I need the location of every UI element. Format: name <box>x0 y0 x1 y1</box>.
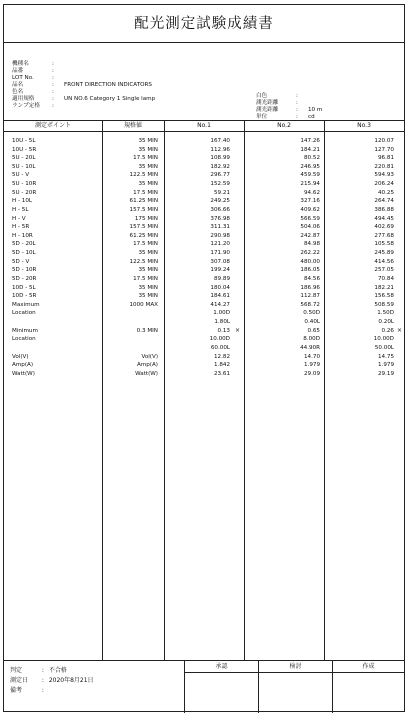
measure-point: 5D - 20R <box>12 275 37 282</box>
no3-value: 120.07 <box>374 138 394 144</box>
no1-value: 1.80L <box>214 319 230 326</box>
meta-colon: : <box>296 107 298 113</box>
meta-row <box>12 103 64 110</box>
no2-value: 504.06 <box>300 224 320 231</box>
meta-row <box>12 68 64 75</box>
approve-label: 承認 <box>185 661 258 673</box>
table-row <box>4 301 404 309</box>
measure-point: 5D - 10R <box>12 267 37 274</box>
measure-point: 10D - 5R <box>12 293 37 300</box>
no2-value: 186.96 <box>300 284 320 291</box>
no2-value: 568.72 <box>300 301 320 308</box>
standard-value: 35 MIN <box>138 163 158 170</box>
measure-point: Location <box>12 336 36 343</box>
standard-value: 17.5 MIN <box>133 189 158 196</box>
standard-value: 35 MIN <box>138 267 158 274</box>
table-row <box>4 292 404 300</box>
meta-row <box>12 96 155 103</box>
no2-value: 262.22 <box>300 250 320 257</box>
no1-value: 171.90 <box>210 250 230 257</box>
meta-colon: : <box>52 96 54 102</box>
table-header <box>4 120 404 132</box>
no3-value: 257.05 <box>374 267 394 274</box>
table-row <box>4 206 404 214</box>
table-row <box>4 171 404 179</box>
no2-value: 480.00 <box>300 258 320 265</box>
no1-value: 112.96 <box>210 146 230 153</box>
no1-value: 311.31 <box>210 224 230 231</box>
standard-value: 35 MIN <box>138 250 158 257</box>
no3-value: 220.81 <box>374 163 394 170</box>
no1-value: 1.00D <box>213 310 230 317</box>
date-value: 2020年8月21日 <box>48 677 94 684</box>
no3-value: 277.68 <box>374 232 394 239</box>
no3-value: 96.81 <box>377 155 394 162</box>
no3-value: 494.45 <box>374 215 394 222</box>
table-row <box>4 223 404 231</box>
no1-value: 0.13 <box>217 327 230 334</box>
no3-value: 508.59 <box>374 301 394 308</box>
fail-mark: × <box>397 326 403 334</box>
standard-value: 61.25 MIN <box>129 232 158 239</box>
meta-key: 測光距離 <box>256 100 279 106</box>
measure-point: 5U - 10R <box>12 181 37 188</box>
no3-value: 1.50D <box>377 310 394 317</box>
colon: : <box>41 687 44 694</box>
no2-value: 84.56 <box>303 275 320 282</box>
meta-colon: : <box>52 75 54 81</box>
report-title: 配光測定試験成績書 <box>4 5 404 43</box>
no2-value: 327.16 <box>300 198 320 205</box>
no3-value: 245.89 <box>374 250 394 257</box>
measure-point: Minimum <box>12 327 38 334</box>
no2-value: 0.40L <box>304 319 320 326</box>
standard-value: 0.3 MIN <box>136 327 158 334</box>
table-row <box>4 353 404 361</box>
standard-value: 35 MIN <box>138 181 158 188</box>
no2-value: 112.87 <box>300 293 320 300</box>
standard-value: 122.5 MIN <box>129 172 158 179</box>
meta-key: 品番 <box>12 68 24 74</box>
table-row <box>4 370 404 378</box>
no2-value: 566.59 <box>300 215 320 222</box>
meta-row <box>12 89 64 96</box>
meta-row <box>12 82 152 89</box>
header-no2: No.2 <box>277 122 291 129</box>
standard-value: 175 MIN <box>134 215 158 222</box>
check-box <box>258 661 332 713</box>
no3-value: 50.00L <box>374 344 394 351</box>
table-row <box>4 240 404 248</box>
no2-value: 0.65 <box>307 327 320 334</box>
table-row <box>4 189 404 197</box>
no3-value: 264.74 <box>374 198 394 205</box>
no2-value: 80.52 <box>303 155 320 162</box>
header-standard: 規格値 <box>123 122 142 129</box>
no1-value: 108.99 <box>210 155 230 162</box>
meta-row <box>256 107 322 114</box>
colon: : <box>41 677 44 684</box>
meta-key: 測光距離 <box>256 107 279 113</box>
table-row <box>4 137 404 145</box>
table-row <box>4 180 404 188</box>
meta-key: ランプ定格 <box>12 103 40 109</box>
no1-value: 12.82 <box>213 353 230 360</box>
test-report-sheet <box>3 4 405 712</box>
no2-value: 242.87 <box>300 232 320 239</box>
meta-value: cd <box>308 114 315 120</box>
no2-value: 147.26 <box>300 138 320 144</box>
standard-value: 17.5 MIN <box>133 241 158 248</box>
meta-colon: : <box>296 100 298 106</box>
table-row <box>4 215 404 223</box>
no2-value: 186.05 <box>300 267 320 274</box>
measure-point: 5D - V <box>12 258 30 265</box>
no1-value: 23.61 <box>213 370 230 377</box>
no2-value: 215.94 <box>300 181 320 188</box>
measure-point: 10D - 5L <box>12 284 36 291</box>
no1-value: 182.92 <box>210 163 230 170</box>
meta-row <box>256 93 308 100</box>
measure-point: H - 5R <box>12 224 30 231</box>
no2-value: 409.62 <box>300 206 320 213</box>
table-row <box>4 361 404 369</box>
no1-value: 184.61 <box>210 293 230 300</box>
measure-point: Watt(W) <box>12 370 35 377</box>
meta-colon: : <box>296 114 298 120</box>
standard-value: 17.5 MIN <box>133 275 158 282</box>
no3-value: 182.21 <box>374 284 394 291</box>
meta-key: 適用規格 <box>12 96 35 102</box>
approve-box <box>184 661 258 713</box>
no3-value: 14.75 <box>377 353 394 360</box>
no3-value: 0.26 <box>381 327 394 334</box>
note-row <box>10 687 44 695</box>
no3-value: 127.70 <box>374 146 394 153</box>
meta-colon: : <box>52 89 54 95</box>
footer-block <box>4 660 404 713</box>
meta-value: 10 m <box>308 107 323 113</box>
no3-value: 156.58 <box>374 293 394 300</box>
date-label: 測定日 <box>10 677 29 684</box>
judgement-label: 判定 <box>10 667 23 674</box>
meta-colon: : <box>52 82 54 88</box>
measure-point: H - 10R <box>12 232 33 239</box>
fail-mark: × <box>235 326 241 334</box>
meta-key: 品名 <box>12 82 24 88</box>
no2-value: 8.00D <box>303 336 320 343</box>
table-row <box>4 344 404 352</box>
no3-value: 0.20L <box>378 319 394 326</box>
measure-point: 5D - 10L <box>12 250 36 257</box>
meta-value: UN NO.6 Category 1 Single lamp <box>64 96 156 102</box>
no2-value: 14.70 <box>303 353 320 360</box>
measure-point: H - V <box>12 215 26 222</box>
no2-value: 459.59 <box>300 172 320 179</box>
table-row <box>4 284 404 292</box>
meta-row <box>12 61 64 68</box>
create-box <box>332 661 404 713</box>
create-label: 作成 <box>333 661 404 673</box>
standard-value: Watt(W) <box>135 370 158 377</box>
measure-point: 10U - 5R <box>12 146 37 153</box>
header-no3: No.3 <box>357 122 371 129</box>
meta-key: 色名 <box>12 89 24 95</box>
table-row <box>4 232 404 240</box>
meta-key: 機種名 <box>12 61 29 67</box>
no3-value: 105.58 <box>374 241 394 248</box>
standard-value: 157.5 MIN <box>129 206 158 213</box>
no2-value: 84.98 <box>303 241 320 248</box>
meta-colon: : <box>52 68 54 74</box>
measure-point: 5U - V <box>12 172 30 179</box>
measure-point: H - 5L <box>12 206 29 213</box>
header-measure-point: 測定ポイント <box>34 122 71 129</box>
measure-point: 5D - 20L <box>12 241 36 248</box>
no3-value: 386.88 <box>374 206 394 213</box>
table-row <box>4 275 404 283</box>
meta-row <box>256 100 308 107</box>
standard-value: 17.5 MIN <box>133 155 158 162</box>
no1-value: 249.25 <box>210 198 230 205</box>
no2-value: 0.50D <box>303 310 320 317</box>
no1-value: 199.24 <box>210 267 230 274</box>
table-row <box>4 266 404 274</box>
meta-colon: : <box>52 103 54 109</box>
measure-point: H - 10L <box>12 198 33 205</box>
measure-point: Maximum <box>12 301 40 308</box>
judgement-row <box>10 667 67 675</box>
standard-value: 35 MIN <box>138 293 158 300</box>
date-row <box>10 677 94 685</box>
meta-value: FRONT DIRECTION INDICATORS <box>64 82 152 88</box>
no3-value: 40.25 <box>377 189 394 196</box>
table-row <box>4 309 404 317</box>
no3-value: 206.24 <box>374 181 394 188</box>
colon: : <box>41 667 44 674</box>
meta-key: 単位 <box>256 114 268 120</box>
no1-value: 296.77 <box>210 172 230 179</box>
note-label: 備考 <box>10 687 23 694</box>
no1-value: 167.40 <box>210 138 230 144</box>
table-row <box>4 258 404 266</box>
meta-key: 白色 <box>256 93 268 99</box>
no2-value: 246.95 <box>300 163 320 170</box>
no1-value: 60.00L <box>210 344 230 351</box>
meta-colon: : <box>296 93 298 99</box>
measure-point: 10U - 5L <box>12 138 36 144</box>
standard-value: 122.5 MIN <box>129 258 158 265</box>
standard-value: 35 MIN <box>138 284 158 291</box>
no3-value: 1.979 <box>377 362 394 369</box>
standard-value: 35 MIN <box>138 146 158 153</box>
no1-value: 307.08 <box>210 258 230 265</box>
header-no1: No.1 <box>197 122 211 129</box>
no1-value: 152.59 <box>210 181 230 188</box>
no1-value: 121.20 <box>210 241 230 248</box>
meta-row <box>12 75 64 82</box>
no1-value: 414.27 <box>210 301 230 308</box>
no1-value: 59.21 <box>213 189 230 196</box>
standard-value: 157.5 MIN <box>129 224 158 231</box>
measure-point: 5U - 20L <box>12 155 36 162</box>
no3-value: 10.00D <box>373 336 394 343</box>
no1-value: 180.04 <box>210 284 230 291</box>
no1-value: 306.66 <box>210 206 230 213</box>
no3-value: 402.69 <box>374 224 394 231</box>
standard-value: Vol(V) <box>141 353 158 360</box>
no2-value: 44.90R <box>300 344 320 351</box>
no2-value: 94.62 <box>303 189 320 196</box>
table-row <box>4 154 404 162</box>
table-row <box>4 197 404 205</box>
measure-point: 5U - 20R <box>12 189 37 196</box>
standard-value: Amp(A) <box>136 362 158 369</box>
no1-value: 1.842 <box>213 362 230 369</box>
no1-value: 89.89 <box>213 275 230 282</box>
table-row <box>4 327 404 335</box>
no3-value: 29.19 <box>377 370 394 377</box>
no2-value: 29.09 <box>303 370 320 377</box>
measure-point: Amp(A) <box>12 362 34 369</box>
table-row <box>4 163 404 171</box>
table-row <box>4 318 404 326</box>
no1-value: 290.98 <box>210 232 230 239</box>
measure-point: Location <box>12 310 36 317</box>
judgement-value: 不合格 <box>48 667 67 674</box>
no2-value: 184.21 <box>300 146 320 153</box>
check-label: 検討 <box>259 661 332 673</box>
measure-point: 5U - 10L <box>12 163 36 170</box>
meta-colon: : <box>52 61 54 67</box>
standard-value: 1000 MAX <box>129 301 158 308</box>
measure-point: Vol(V) <box>12 353 29 360</box>
table-row <box>4 335 404 343</box>
standard-value: 35 MIN <box>138 138 158 144</box>
no1-value: 376.98 <box>210 215 230 222</box>
no1-value: 10.00D <box>209 336 230 343</box>
table-row <box>4 146 404 154</box>
no3-value: 594.93 <box>374 172 394 179</box>
no3-value: 414.56 <box>374 258 394 265</box>
table-row <box>4 249 404 257</box>
standard-value: 61.25 MIN <box>129 198 158 205</box>
no3-value: 70.84 <box>377 275 394 282</box>
meta-key: LOT No. <box>12 75 34 81</box>
no2-value: 1.979 <box>303 362 320 369</box>
